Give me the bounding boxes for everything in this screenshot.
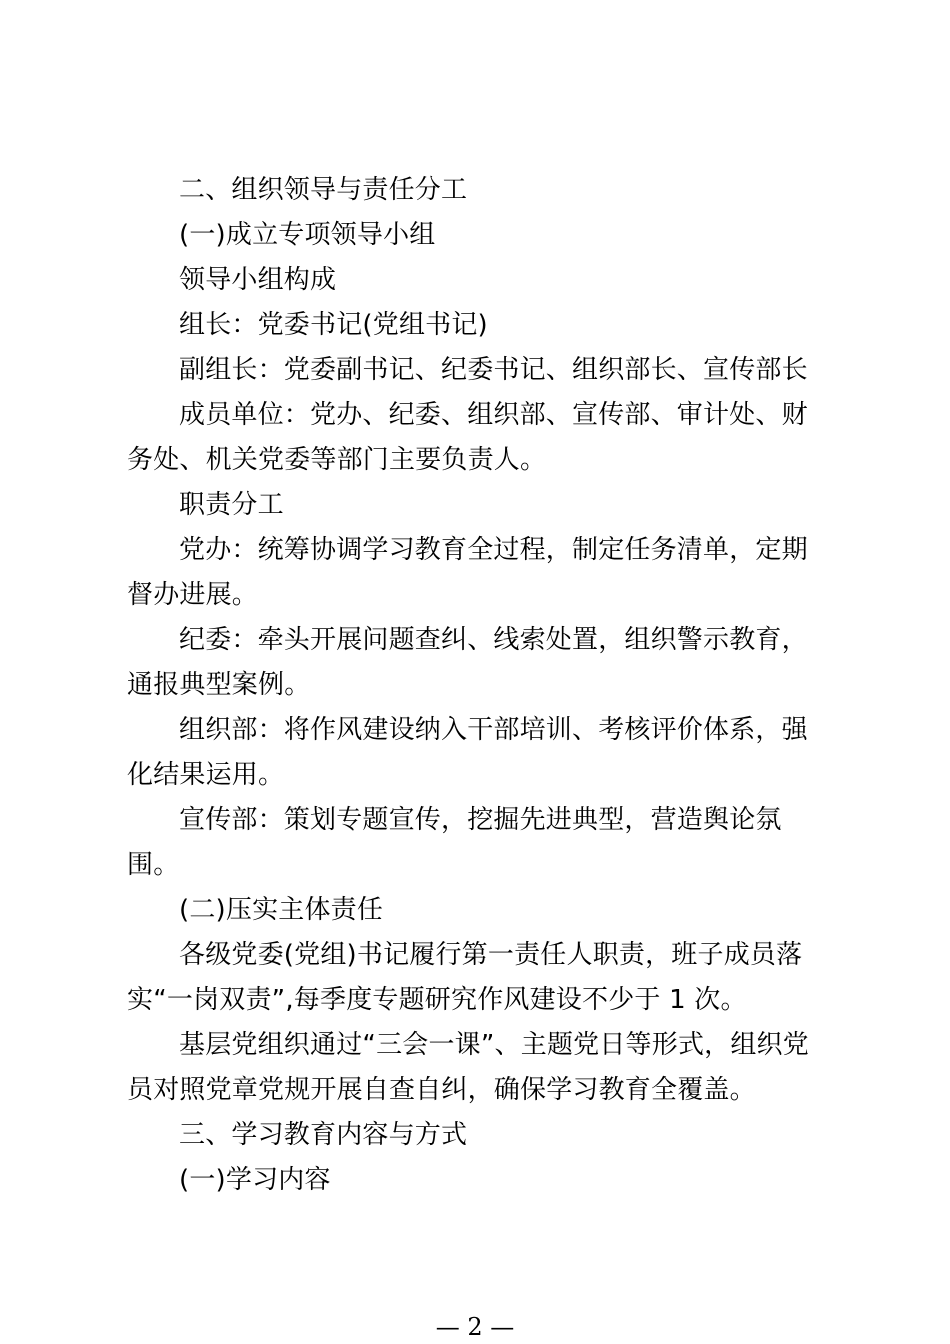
section-heading-3: 三、学习教育内容与方式 [179,1120,468,1150]
paragraph-group-leader: 组长：党委书记(党组书记) [179,310,488,340]
subsection-heading-main-responsibility: (二)压实主体责任 [179,895,384,925]
subsection-heading-leading-group: (一)成立专项领导小组 [179,220,436,250]
document-body [127,168,819,1203]
paragraph-deputy-leader: 副组长：党委副书记、纪委书记、组织部长、宣传部长 [179,355,808,385]
paragraph-party-office-duty: 党办：统筹协调学习教育全过程，制定任务清单，定期督办进展。 [127,535,808,610]
subsection-heading-study-content: (一)学习内容 [179,1165,331,1195]
paragraph-group-composition: 领导小组构成 [179,265,337,295]
paragraph-responsibilities-title: 职责分工 [179,490,284,520]
paragraph-discipline-duty: 纪委：牵头开展问题查纠、线索处置，组织警示教育，通报典型案例。 [127,625,808,700]
section-heading-2: 二、组织领导与责任分工 [179,175,468,205]
paragraph-publicity-duty: 宣传部：策划专题宣传，挖掘先进典型，营造舆论氛围。 [127,805,782,880]
page-number: — 2 — [435,1313,515,1341]
paragraph-secretary-responsibility: 各级党委(党组)书记履行第一责任人职责，班子成员落实“一岗双责”,每季度专题研究作风建设不少于 1 次。 [127,940,803,1015]
paragraph-organization-duty: 组织部：将作风建设纳入干部培训、考核评价体系，强化结果运用。 [127,715,808,790]
paragraph-grassroots-organization: 基层党组织通过“三会一课”、主题党日等形式，组织党员对照党章党规开展自查自纠，确保学习教育全覆盖。 [127,1030,809,1105]
paragraph-member-units: 成员单位：党办、纪委、组织部、宣传部、审计处、财务处、机关党委等部门主要负责人。 [127,400,808,475]
